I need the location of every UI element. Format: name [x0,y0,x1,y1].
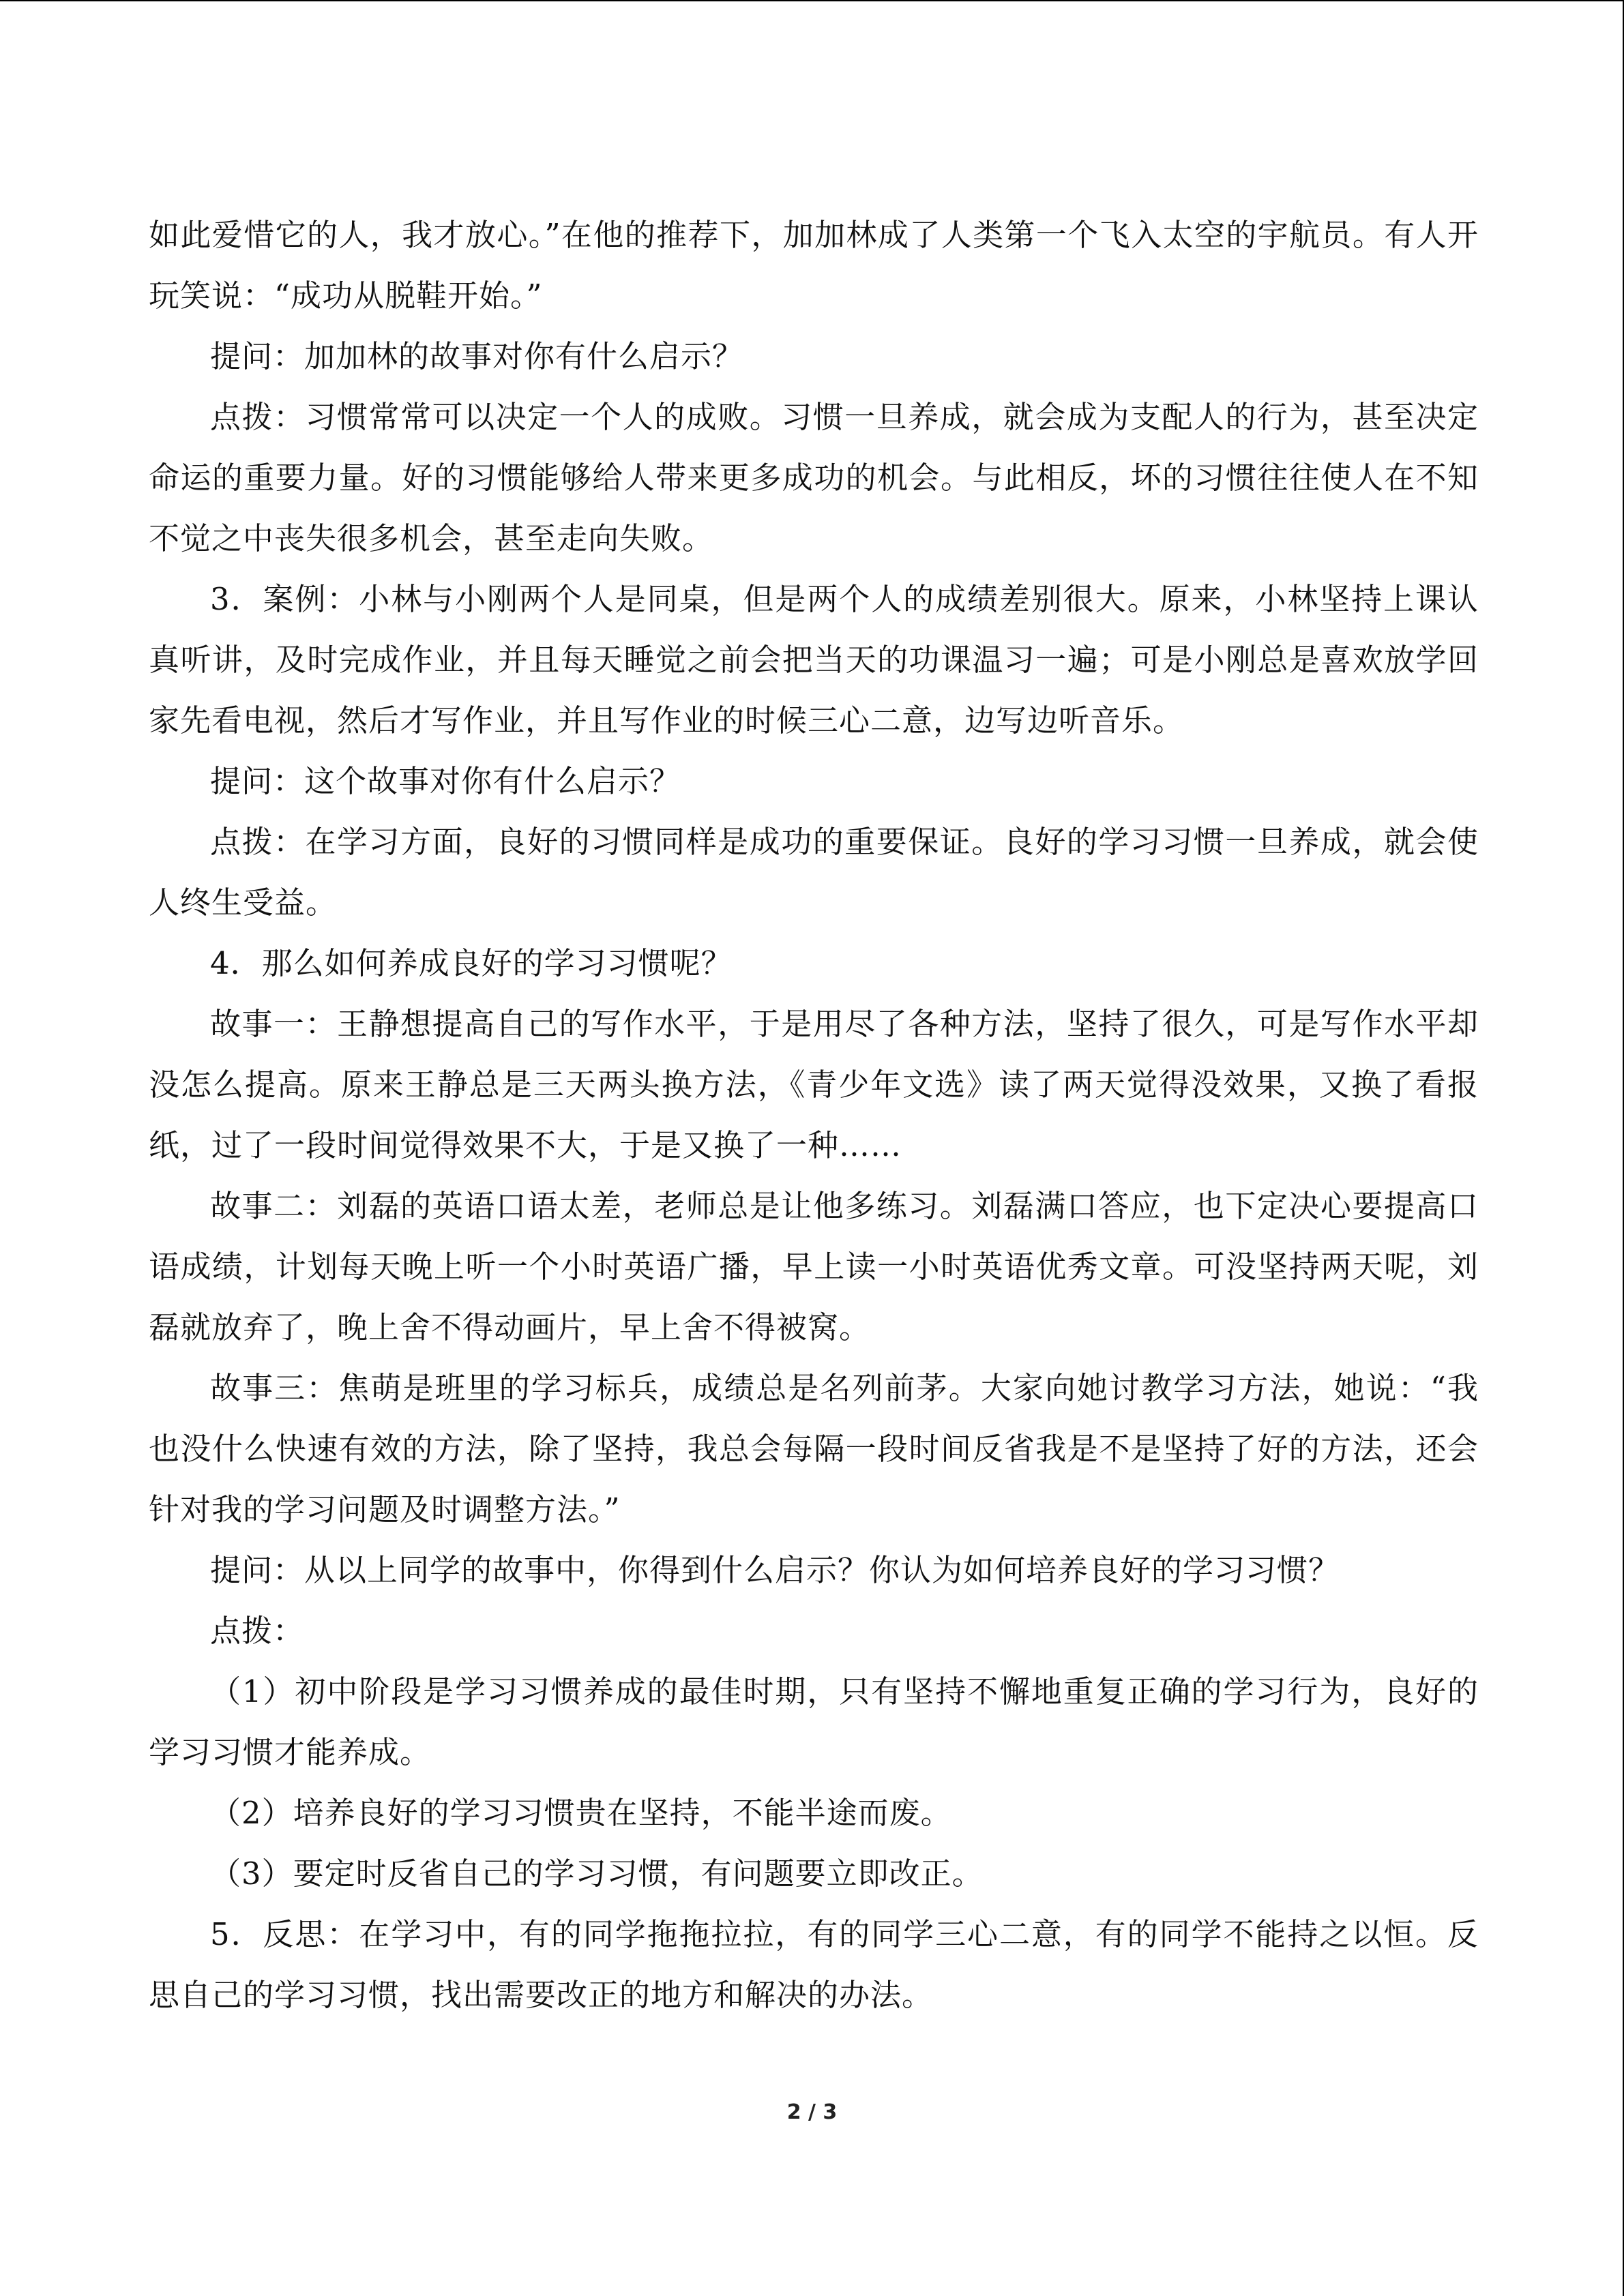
paragraph-story-1: 故事一：王静想提高自己的写作水平，于是用尽了各种方法，坚持了很久，可是写作水平却没怎么提高。原来王静总是三天两头换方法，《青少年文选》读了两天觉得没效果，又换了看报纸，过了一段时间觉得效果不大，于是又换了一种…… [149,1006,1479,1163]
page-top-border [0,0,1624,1]
paragraph-guidance-label: 点拨： [210,1613,305,1649]
paragraph-case-3: 3．案例：小林与小刚两个人是同桌，但是两个人的成绩差别很大。原来，小林坚持上课认真听讲，及时完成作业，并且每天睡觉之前会把当天的功课温习一遍；可是小刚总是喜欢放学回家先看电视，然后才写作业，并且写作业的时候三心二意，边写边听音乐。 [149,581,1479,739]
paragraph-continuation: 如此爱惜它的人，我才放心。”在他的推荐下，加加林成了人类第一个飞入太空的宇航员。有人开玩笑说：“成功从脱鞋开始。” [149,217,1479,314]
paragraph-story-2: 故事二：刘磊的英语口语太差，老师总是让他多练习。刘磊满口答应，也下定决心要提高口语成绩，计划每天晚上听一个小时英语广播，早上读一小时英语优秀文章。可没坚持两天呢，刘磊就放弃了，晚上舍不得动画片，早上舍不得被窝。 [149,1188,1479,1345]
paragraph-question-2: 提问：这个故事对你有什么启示？ [210,763,681,799]
paragraph-guidance-point-1: （1）初中阶段是学习习惯养成的最佳时期，只有坚持不懈地重复正确的学习行为，良好的学习习惯才能养成。 [149,1673,1479,1770]
paragraph-item-4: 4．那么如何养成良好的学习习惯呢？ [210,945,733,981]
paragraph-guidance-1: 点拨：习惯常常可以决定一个人的成败。习惯一旦养成，就会成为支配人的行为，甚至决定命运的重要力量。好的习惯能够给人带来更多成功的机会。与此相反，坏的习惯往往使人在不知不觉之中丧失很多机会，甚至走向失败。 [149,399,1479,556]
paragraph-reflection-5: 5．反思：在学习中，有的同学拖拖拉拉，有的同学三心二意，有的同学不能持之以恒。反思自己的学习习惯，找出需要改正的地方和解决的办法。 [149,1916,1479,2013]
paragraph-story-3: 故事三：焦萌是班里的学习标兵，成绩总是名列前茅。大家向她讨教学习方法，她说：“我也没什么快速有效的方法，除了坚持，我总会每隔一段时间反省我是不是坚持了好的方法，还会针对我的学习问题及时调整方法。” [149,1370,1479,1527]
paragraph-guidance-2: 点拨：在学习方面，良好的习惯同样是成功的重要保证。良好的学习习惯一旦养成，就会使人终生受益。 [149,824,1479,921]
document-body [149,205,1479,2025]
paragraph-guidance-point-3: （3）要定时反省自己的学习习惯，有问题要立即改正。 [210,1855,984,1892]
page-number: 2 / 3 [786,2100,838,2124]
paragraph-guidance-point-2: （2）培养良好的学习习惯贵在坚持，不能半途而废。 [210,1795,952,1831]
paragraph-question-3: 提问：从以上同学的故事中，你得到什么启示？你认为如何培养良好的学习习惯？ [210,1552,1340,1588]
paragraph-question-1: 提问：加加林的故事对你有什么启示？ [210,338,744,374]
